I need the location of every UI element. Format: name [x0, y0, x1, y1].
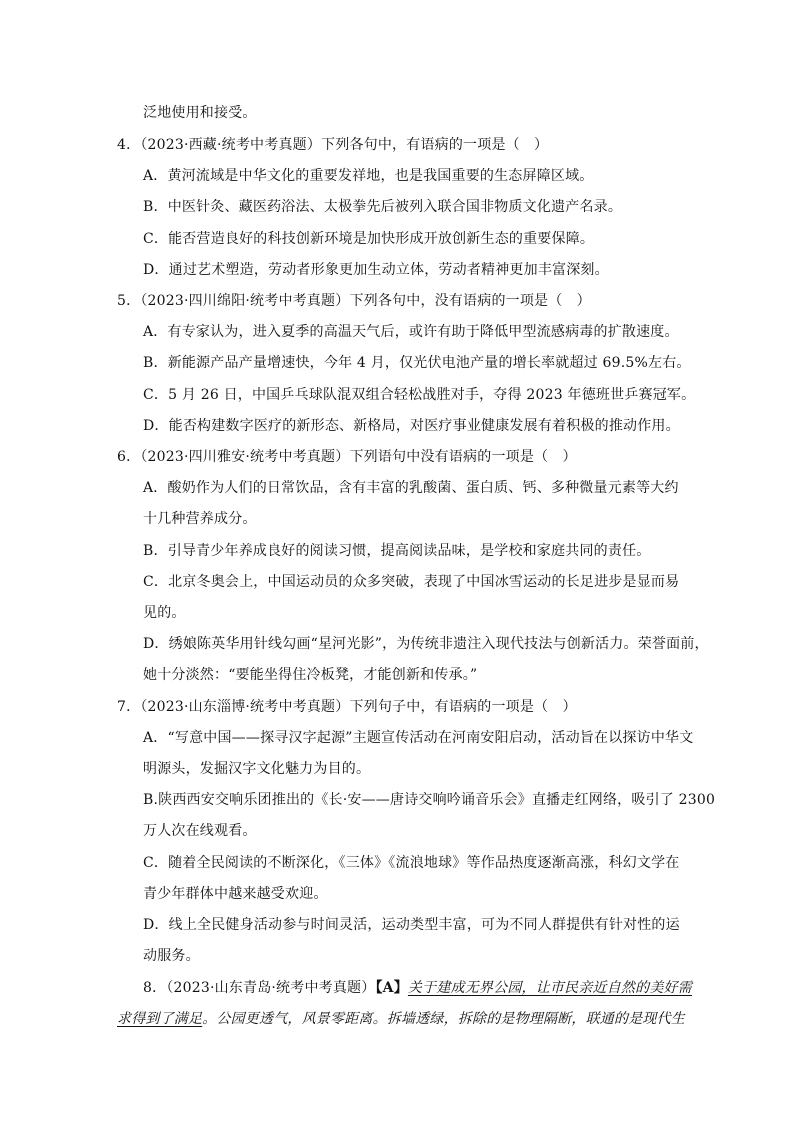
q6-option-a: A．酸奶作为人们的日常饮品，含有丰富的乳酸菌、蛋白质、钙、多种微量元素等大约	[143, 480, 679, 496]
q4-option-a: A．黄河流域是中华文化的重要发祥地，也是我国重要的生态屏障区域。	[143, 168, 594, 184]
q7-option-b: B.陕西西安交响乐团推出的《长·安——唐诗交响吟诵音乐会》直播走红网络，吸引了 2300	[143, 792, 716, 808]
q5-option-b: B．新能源产品产量增速快，今年 4 月，仅光伏电池产量的增长率就超过 69.5%左右。	[143, 355, 691, 371]
question-8-header	[143, 979, 692, 997]
q7-option-d: D．线上全民健身活动参与时间灵活，运动类型丰富，可为不同人群提供有针对性的运	[143, 917, 680, 933]
q6-option-d-cont: 她十分淡然：“要能坐得住冷板凳，才能创新和传承。”	[143, 667, 478, 683]
q6-option-c: C．北京冬奥会上，中国运动员的众多突破，表现了中国冰雪运动的长足进步是显而易	[143, 574, 680, 590]
question-7-header	[117, 698, 577, 716]
q7-option-c: C．随着全民阅读的不断深化，《三体》《流浪地球》等作品热度逐渐高涨，科幻文学在	[143, 855, 680, 871]
q8-passage-line	[117, 1010, 685, 1028]
question-stem: 下列语句中没有语病的一项是（ ）	[349, 449, 577, 465]
question-stem: 下列句子中，有语病的一项是（ ）	[349, 699, 577, 715]
passage-tag: 【A】	[375, 980, 408, 996]
q4-option-c: C．能否营造良好的科技创新环境是加快形成开放创新生态的重要保障。	[143, 231, 595, 247]
q7-option-a: A．“写意中国——探寻汉字起源”主题宣传活动在河南安阳启动，活动旨在以探访中华文	[143, 730, 694, 746]
q4-option-d: D．通过艺术塑造，劳动者形象更加生动立体，劳动者精神更加丰富深刻。	[143, 262, 609, 278]
question-stem: 下列各句中，没有语病的一项是（ ）	[349, 293, 591, 309]
intro-continuation: 泛地使用和接受。	[143, 105, 257, 121]
q5-option-a: A．有专家认为，进入夏季的高温天气后，或许有助于降低甲型流感病毒的扩散速度。	[143, 324, 679, 340]
q6-option-d: D．绣娘陈英华用针线勾画“星河光影”，为传统非遗注入现代技法与创新活力。荣誉面前，	[143, 636, 709, 652]
question-source: （2023·四川雅安·统考中考真题）	[140, 449, 350, 465]
question-stem: 下列各句中，有语病的一项是（ ）	[321, 137, 549, 153]
question-source: （2023·西藏·统考中考真题）	[140, 137, 322, 153]
question-source: （2023·山东青岛·统考中考真题）	[166, 980, 376, 996]
question-number: 7．	[117, 699, 141, 715]
q5-option-d: D．能否构建数字医疗的新形态、新格局，对医疗事业健康发展有着积极的推动作用。	[143, 418, 680, 434]
passage-text: 。公园更透气，风景零距离。拆墙透绿，拆除的是物理隔断，联通的是现代生	[202, 1011, 686, 1027]
q4-option-b: B．中医针灸、藏医药浴法、太极拳先后被列入联合国非物质文化遗产名录。	[143, 199, 623, 215]
q5-option-c: C．5 月 26 日，中国乒乓球队混双组合轻松战胜对手，夺得 2023 年德班世乒赛冠军。	[143, 387, 696, 403]
question-4-header	[117, 136, 548, 154]
question-number: 4．	[117, 137, 141, 153]
underlined-sentence-part-2: 求得到了满足	[117, 1011, 203, 1027]
question-source: （2023·山东淄博·统考中考真题）	[140, 699, 350, 715]
q6-option-b: B．引导青少年养成良好的阅读习惯，提高阅读品味，是学校和家庭共同的责任。	[143, 543, 651, 559]
question-number: 5．	[117, 293, 141, 309]
question-5-header	[117, 292, 591, 310]
question-number: 6．	[117, 449, 141, 465]
question-number: 8．	[143, 980, 167, 996]
question-6-header	[117, 448, 577, 466]
q7-option-d-cont: 动服务。	[143, 948, 200, 964]
q7-option-a-cont: 明源头，发掘汉字文化魅力为目的。	[143, 761, 371, 777]
q7-option-b-cont: 万人次在线观看。	[143, 823, 257, 839]
underlined-sentence-part-1: 关于建成无界公园，让市民亲近自然的美好需	[407, 980, 692, 996]
q6-option-c-cont: 见的。	[143, 605, 186, 621]
q6-option-a-cont: 十几种营养成分。	[143, 511, 257, 527]
q7-option-c-cont: 青少年群体中越来越受欢迎。	[143, 886, 328, 902]
question-source: （2023·四川绵阳·统考中考真题）	[140, 293, 350, 309]
